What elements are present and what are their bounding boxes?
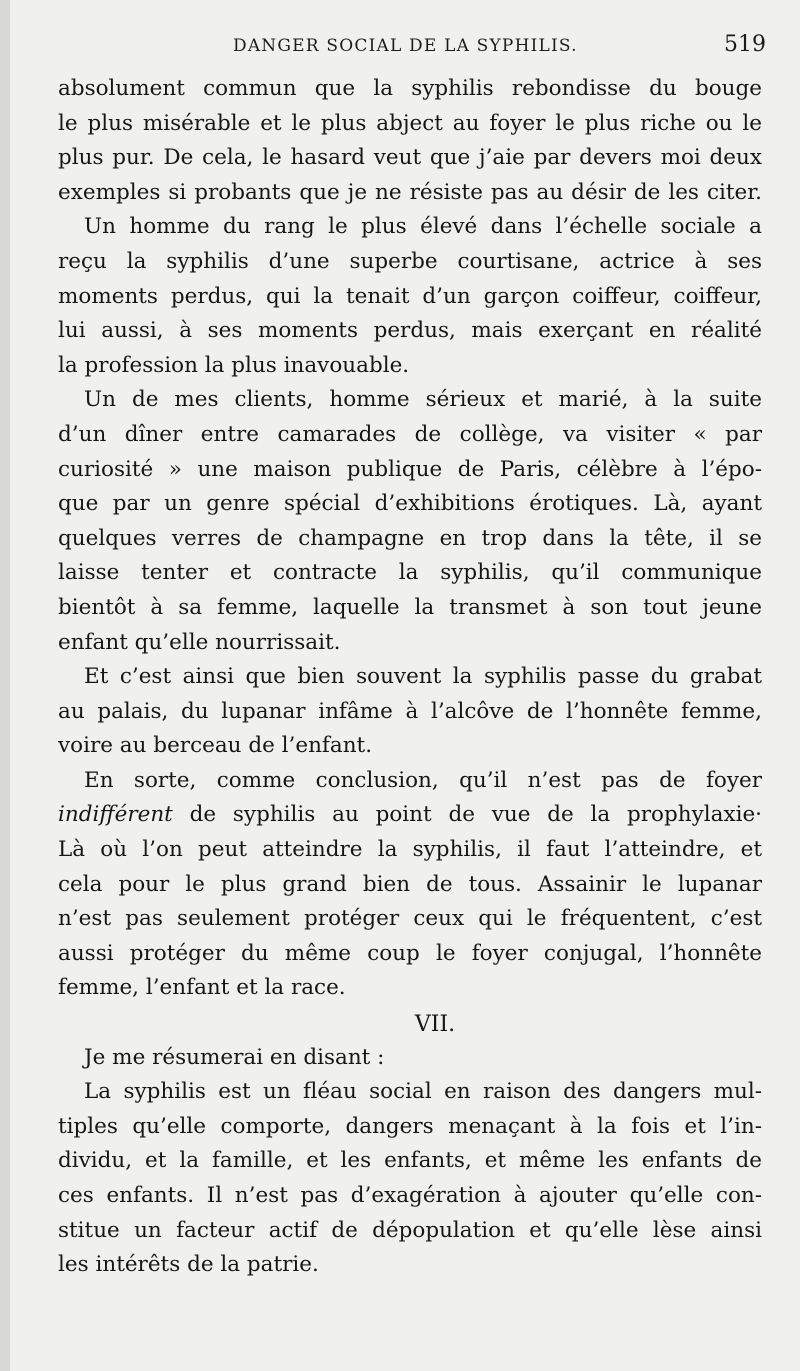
text-line: Un de mes clients, homme sérieux et marié, à la suite: [84, 387, 762, 413]
text-line: Là où l’on peut atteindre la syphilis, il faut l’atteindre, et: [58, 837, 762, 863]
text-line: moments perdus, qui la tenait d’un garçon coiffeur, coiffeur,: [58, 283, 762, 309]
text-line: ces enfants. Il n’est pas d’exagération à ajouter qu’elle con-: [58, 1183, 762, 1208]
page-header: [58, 34, 766, 64]
text-fragment: de syphilis au point de vue de la prophylaxie·: [172, 802, 762, 828]
text-line-with-italic: [58, 798, 762, 833]
text-line: stitue un facteur actif de dépopulation et qu’elle lèse ainsi: [58, 1217, 762, 1243]
text-line: Je me résumerai en disant :: [84, 1044, 385, 1070]
body-text: [58, 72, 762, 1283]
text-line: femme, l’enfant et la race.: [58, 975, 346, 1001]
running-title: DANGER SOCIAL DE LA SYPHILIS.: [233, 36, 578, 56]
text-line: Un homme du rang le plus élevé dans l’échelle sociale a: [84, 214, 762, 240]
text-line: au palais, du lupanar infâme à l’alcôve de l’honnête femme,: [58, 698, 762, 724]
section-heading: VII.: [414, 1012, 456, 1038]
text-line: Et c’est ainsi que bien souvent la syphilis passe du grabat: [84, 664, 762, 690]
text-line: En sorte, comme conclusion, qu’il n’est pas de foyer: [84, 767, 762, 793]
text-line: cela pour le plus grand bien de tous. Assainir le lupanar: [58, 871, 762, 897]
page-number: 519: [724, 32, 766, 57]
text-line: les intérêts de la patrie.: [58, 1252, 319, 1278]
text-line: reçu la syphilis d’une superbe courtisane, actrice à ses: [58, 248, 762, 274]
text-line: le plus misérable et le plus abject au foyer le plus riche ou le: [58, 110, 762, 136]
text-line: enfant qu’elle nourrissait.: [58, 629, 341, 655]
text-line: aussi protéger du même coup le foyer conjugal, l’honnête: [58, 940, 762, 966]
text-line: laisse tenter et contracte la syphilis, qu’il communique: [58, 560, 762, 586]
text-line: dividu, et la famille, et les enfants, et même les enfants de: [58, 1148, 762, 1174]
italic-word: indifférent: [58, 802, 173, 828]
text-line: la profession la plus inavouable.: [58, 352, 410, 378]
text-line: plus pur. De cela, le hasard veut que j’aie par devers moi deux: [58, 145, 762, 171]
paragraph-client: [58, 383, 762, 660]
text-line: que par un genre spécial d’exhibitions érotiques. Là, ayant: [58, 491, 762, 517]
paragraph-courtisane: [58, 210, 762, 383]
text-line: voire au berceau de l’enfant.: [58, 733, 373, 759]
text-line: d’un dîner entre camarades de collège, va visiter « par: [58, 421, 762, 447]
paragraph-resume: [58, 1041, 762, 1076]
text-line: tiples qu’elle comporte, dangers menaçant à la fois et l’in-: [58, 1113, 762, 1139]
paragraph-fleau-social: [58, 1075, 762, 1283]
text-line: n’est pas seulement protéger ceux qui le fréquentent, c’est: [58, 906, 762, 932]
text-line: exemples si probants que je ne résiste pas au désir de les citer.: [58, 179, 762, 205]
paragraph-continuation: [58, 72, 762, 210]
text-line: lui aussi, à ses moments perdus, mais exerçant en réalité: [58, 318, 762, 344]
text-line: absolument commun que la syphilis rebondisse du bouge: [58, 76, 762, 101]
paragraph-grabat: [58, 660, 762, 764]
text-line: La syphilis est un fléau social en raison des dangers mul-: [84, 1079, 762, 1105]
text-line: curiosité » une maison publique de Paris, célèbre à l’épo-: [58, 456, 762, 482]
text-line: quelques verres de champagne en trop dans la tête, il se: [58, 525, 762, 551]
paragraph-conclusion: [58, 764, 762, 1006]
text-line: bientôt à sa femme, laquelle la transmet à son tout jeune: [58, 594, 762, 620]
